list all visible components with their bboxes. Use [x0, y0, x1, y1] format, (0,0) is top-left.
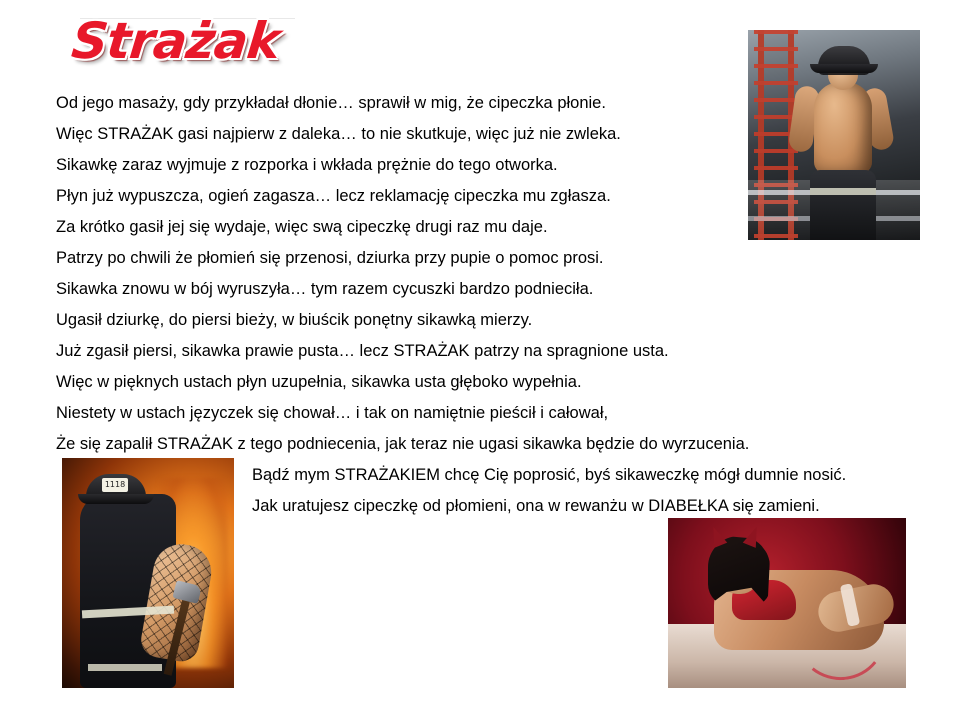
poem-line: Sikawkę zaraz wyjmuje z rozporka i wkłada prężnie do tego otworka. [56, 156, 558, 175]
photo-woman-in-red [668, 518, 906, 688]
title-logo [68, 6, 302, 88]
photo-fireman-on-ladder [748, 30, 920, 240]
poem-line: Niestety w ustach języczek się chował… i tak on namiętnie pieścił i całował, [56, 404, 609, 423]
poem-line: Więc w pięknych ustach płyn uzupełnia, sikawka usta głęboko wypełnia. [56, 373, 582, 392]
page-title: Strażak [68, 12, 283, 70]
poem-line: Ugasił dziurkę, do piersi bieży, w biuścik ponętny sikawką mierzy. [56, 311, 533, 330]
firefighter-helmet-icon [818, 46, 870, 72]
poem-line: Od jego masaży, gdy przykładał dłonie… sprawił w mig, że cipeczka płonie. [56, 94, 606, 113]
poem-line: Za krótko gasił jej się wydaje, więc swą cipeczkę drugi raz mu daje. [56, 218, 548, 237]
figure-torso [814, 82, 872, 174]
poem-line: Bądź mym STRAŻAKIEM chcę Cię poprosić, byś sikaweczkę mógł dumnie nosić. [252, 466, 847, 485]
poem-line: Już zgasił piersi, sikawka prawie pusta… lecz STRAŻAK patrzy na spragnione usta. [56, 342, 669, 361]
poem-line: Patrzy po chwili że płomień się przenosi, dziurka przy pupie o pomoc prosi. [56, 249, 604, 268]
poem-line: Że się zapalił STRAŻAK z tego podniecenia, jak teraz nie ugasi sikawka będzie do wyrzucenia. [56, 435, 750, 454]
photo-fireman-with-flames [62, 458, 234, 688]
reflective-stripe [810, 188, 876, 195]
poem-line: Płyn już wypuszcza, ogień zagasza… lecz reklamację cipeczka mu zgłasza. [56, 187, 611, 206]
poem-line: Jak uratujesz cipeczkę od płomieni, ona w rewanżu w DIABEŁKA się zamieni. [252, 497, 820, 516]
reflective-stripe [88, 664, 162, 671]
figure-trousers [810, 170, 876, 240]
helmet-number-badge: 1118 [102, 478, 128, 492]
poem-line: Sikawka znowu w bój wyruszyła… tym razem cycuszki bardzo podnieciła. [56, 280, 594, 299]
poem-line: Więc STRAŻAK gasi najpierw z daleka… to nie skutkuje, więc już nie zwleka. [56, 125, 621, 144]
